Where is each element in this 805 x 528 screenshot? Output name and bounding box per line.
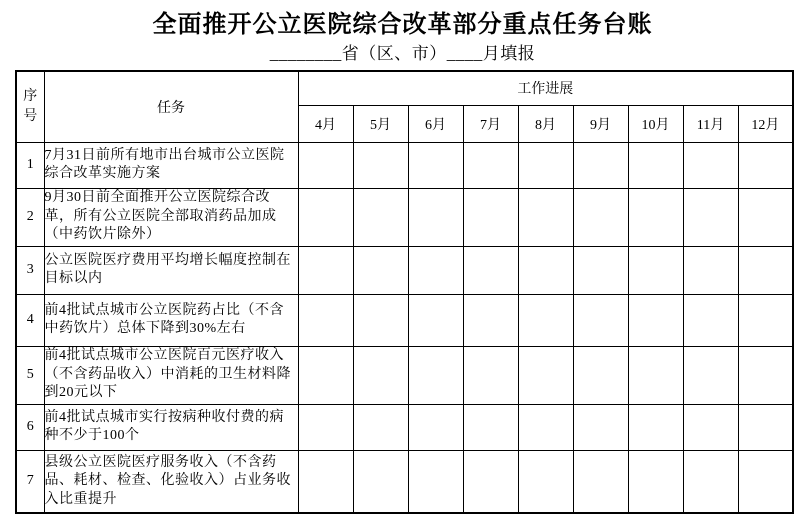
table-row	[16, 346, 793, 404]
row-task: 前4批试点城市公立医院药占比（不含中药饮片）总体下降到30%左右	[44, 294, 298, 346]
progress-cell	[683, 294, 738, 346]
progress-cell	[298, 246, 353, 294]
document-subtitle: ________省（区、市）____月填报	[269, 44, 536, 63]
progress-cell	[408, 346, 463, 404]
header-progress: 工作进展	[298, 71, 793, 105]
progress-cell	[408, 188, 463, 246]
header-month-5: 5月	[353, 105, 408, 142]
progress-cell	[353, 294, 408, 346]
progress-cell	[518, 246, 573, 294]
progress-cell	[298, 404, 353, 450]
progress-cell	[683, 246, 738, 294]
progress-cell	[463, 188, 518, 246]
progress-cell	[628, 346, 683, 404]
row-serial: 3	[16, 246, 44, 294]
progress-cell	[298, 188, 353, 246]
row-serial: 5	[16, 346, 44, 404]
progress-cell	[738, 346, 793, 404]
table-row	[16, 450, 793, 513]
progress-cell	[573, 346, 628, 404]
progress-cell	[463, 404, 518, 450]
progress-cell	[463, 142, 518, 188]
progress-cell	[298, 346, 353, 404]
progress-cell	[518, 450, 573, 513]
table-row	[16, 404, 793, 450]
progress-cell	[463, 246, 518, 294]
progress-cell	[298, 142, 353, 188]
progress-cell	[518, 404, 573, 450]
row-task: 县级公立医院医疗服务收入（不含药品、耗材、检查、化验收入）占业务收入比重提升	[44, 450, 298, 513]
header-month-4: 4月	[298, 105, 353, 142]
progress-cell	[683, 450, 738, 513]
progress-cell	[628, 294, 683, 346]
progress-cell	[353, 346, 408, 404]
progress-cell	[518, 294, 573, 346]
progress-cell	[573, 188, 628, 246]
progress-cell	[738, 246, 793, 294]
header-row-progress	[16, 71, 793, 105]
progress-cell	[298, 450, 353, 513]
progress-cell	[738, 142, 793, 188]
progress-cell	[408, 404, 463, 450]
progress-cell	[738, 450, 793, 513]
progress-cell	[628, 404, 683, 450]
header-serial: 序号	[16, 71, 44, 142]
document-title: 全面推开公立医院综合改革部分重点任务台账	[152, 12, 653, 38]
progress-cell	[463, 346, 518, 404]
progress-cell	[573, 246, 628, 294]
table-row	[16, 246, 793, 294]
progress-cell	[683, 346, 738, 404]
progress-cell	[463, 450, 518, 513]
progress-cell	[683, 142, 738, 188]
row-serial: 4	[16, 294, 44, 346]
row-serial: 6	[16, 404, 44, 450]
progress-cell	[353, 142, 408, 188]
progress-cell	[738, 188, 793, 246]
progress-cell	[683, 188, 738, 246]
progress-cell	[408, 294, 463, 346]
progress-cell	[628, 246, 683, 294]
header-month-9: 9月	[573, 105, 628, 142]
progress-cell	[573, 142, 628, 188]
header-month-6: 6月	[408, 105, 463, 142]
progress-cell	[628, 188, 683, 246]
progress-cell	[353, 404, 408, 450]
progress-cell	[573, 404, 628, 450]
progress-cell	[353, 450, 408, 513]
row-task: 前4批试点城市公立医院百元医疗收入（不含药品收入）中消耗的卫生材料降到20元以下	[44, 346, 298, 404]
header-month-12: 12月	[738, 105, 793, 142]
progress-cell	[518, 346, 573, 404]
task-ledger-table	[15, 70, 794, 514]
table-row	[16, 142, 793, 188]
row-serial: 1	[16, 142, 44, 188]
progress-cell	[298, 294, 353, 346]
progress-cell	[628, 450, 683, 513]
row-task: 前4批试点城市实行按病种收付费的病种不少于100个	[44, 404, 298, 450]
progress-cell	[738, 294, 793, 346]
progress-cell	[353, 188, 408, 246]
progress-cell	[408, 246, 463, 294]
progress-cell	[408, 450, 463, 513]
progress-cell	[463, 294, 518, 346]
progress-cell	[353, 246, 408, 294]
progress-cell	[573, 294, 628, 346]
header-month-11: 11月	[683, 105, 738, 142]
progress-cell	[738, 404, 793, 450]
progress-cell	[518, 188, 573, 246]
progress-cell	[573, 450, 628, 513]
header-month-7: 7月	[463, 105, 518, 142]
header-task: 任务	[44, 71, 298, 142]
table-row	[16, 294, 793, 346]
header-month-8: 8月	[518, 105, 573, 142]
row-serial: 2	[16, 188, 44, 246]
table-row	[16, 188, 793, 246]
progress-cell	[518, 142, 573, 188]
progress-cell	[683, 404, 738, 450]
row-task: 9月30日前全面推开公立医院综合改革，所有公立医院全部取消药品加成（中药饮片除外）	[44, 188, 298, 246]
progress-cell	[628, 142, 683, 188]
row-serial: 7	[16, 450, 44, 513]
header-month-10: 10月	[628, 105, 683, 142]
progress-cell	[408, 142, 463, 188]
row-task: 公立医院医疗费用平均增长幅度控制在目标以内	[44, 246, 298, 294]
row-task: 7月31日前所有地市出台城市公立医院综合改革实施方案	[44, 142, 298, 188]
